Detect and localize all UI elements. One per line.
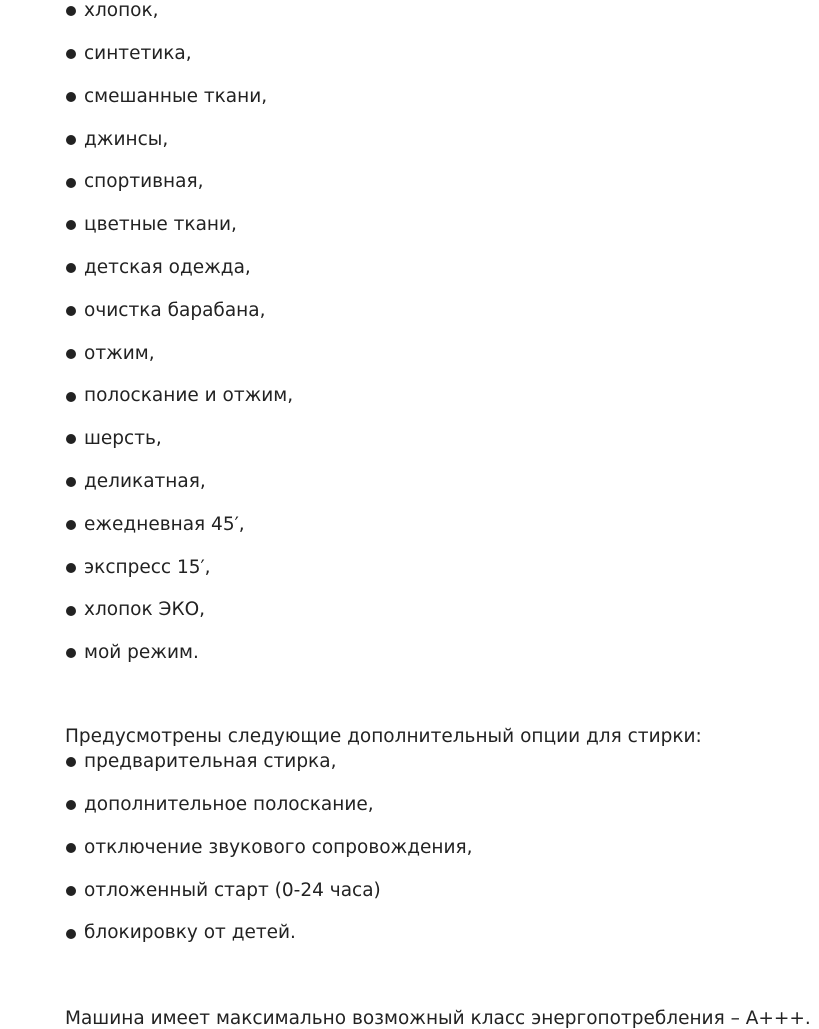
list-item-text: синтетика, xyxy=(84,42,192,64)
bullet-icon xyxy=(66,563,76,573)
bullet-icon xyxy=(66,520,76,530)
list-item-text: ежедневная 45′, xyxy=(84,513,245,535)
list-item xyxy=(65,247,293,290)
bullet-icon xyxy=(66,843,76,853)
list-item xyxy=(65,76,293,119)
list-item xyxy=(65,546,293,589)
list-item-text: джинсы, xyxy=(84,128,169,150)
list-item xyxy=(65,504,293,547)
bullet-icon xyxy=(66,263,76,273)
options-intro-paragraph: Предусмотрены следующие дополнительный опции для стирки: xyxy=(65,725,702,747)
list-item xyxy=(65,204,293,247)
list-item xyxy=(65,290,293,333)
bullet-icon xyxy=(66,49,76,59)
bullet-icon xyxy=(66,800,76,810)
list-item-text: предварительная стирка, xyxy=(84,751,337,773)
wash-modes-list xyxy=(65,0,293,675)
list-item-text: деликатная, xyxy=(84,470,206,492)
bullet-icon xyxy=(66,220,76,230)
wash-options-list xyxy=(65,741,473,955)
bullet-icon xyxy=(66,648,76,658)
list-item-text: полоскание и отжим, xyxy=(84,385,294,407)
list-item-text: цветные ткани, xyxy=(84,214,237,236)
bullet-icon xyxy=(66,392,76,402)
list-item-text: дополнительное полоскание, xyxy=(84,793,374,815)
list-item xyxy=(65,375,293,418)
bullet-icon xyxy=(66,886,76,896)
list-item-text: отложенный старт (0-24 часа) xyxy=(84,879,381,901)
list-item xyxy=(65,161,293,204)
list-item-text: хлопок, xyxy=(84,0,159,22)
bullet-icon xyxy=(66,929,76,939)
list-item xyxy=(65,0,293,33)
bullet-icon xyxy=(66,477,76,487)
bullet-icon xyxy=(66,606,76,616)
bullet-icon xyxy=(66,135,76,145)
list-item-text: смешанные ткани, xyxy=(84,85,268,107)
list-item xyxy=(65,632,293,675)
bullet-icon xyxy=(66,349,76,359)
bullet-icon xyxy=(66,757,76,767)
bullet-icon xyxy=(66,6,76,16)
bullet-icon xyxy=(66,178,76,188)
list-item xyxy=(65,461,293,504)
list-item xyxy=(65,912,473,955)
list-item-text: мой режим. xyxy=(84,642,199,664)
energy-class-paragraph: Машина имеет максимально возможный класс энергопотребления – А+++. xyxy=(65,1007,811,1029)
bullet-icon xyxy=(66,306,76,316)
list-item xyxy=(65,33,293,76)
list-item-text: детская одежда, xyxy=(84,256,251,278)
list-item-text: отключение звукового сопровождения, xyxy=(84,836,473,858)
list-item xyxy=(65,118,293,161)
list-item-text: очистка барабана, xyxy=(84,299,266,321)
list-item xyxy=(65,741,473,784)
bullet-icon xyxy=(66,92,76,102)
list-item xyxy=(65,589,293,632)
list-item xyxy=(65,827,473,870)
list-item xyxy=(65,332,293,375)
list-item-text: спортивная, xyxy=(84,171,204,193)
list-item xyxy=(65,869,473,912)
bullet-icon xyxy=(66,434,76,444)
list-item-text: хлопок ЭКО, xyxy=(84,599,206,621)
list-item xyxy=(65,418,293,461)
list-item-text: шерсть, xyxy=(84,428,162,450)
list-item-text: отжим, xyxy=(84,342,155,364)
list-item xyxy=(65,784,473,827)
list-item-text: блокировку от детей. xyxy=(84,922,296,944)
list-item-text: экспресс 15′, xyxy=(84,556,211,578)
